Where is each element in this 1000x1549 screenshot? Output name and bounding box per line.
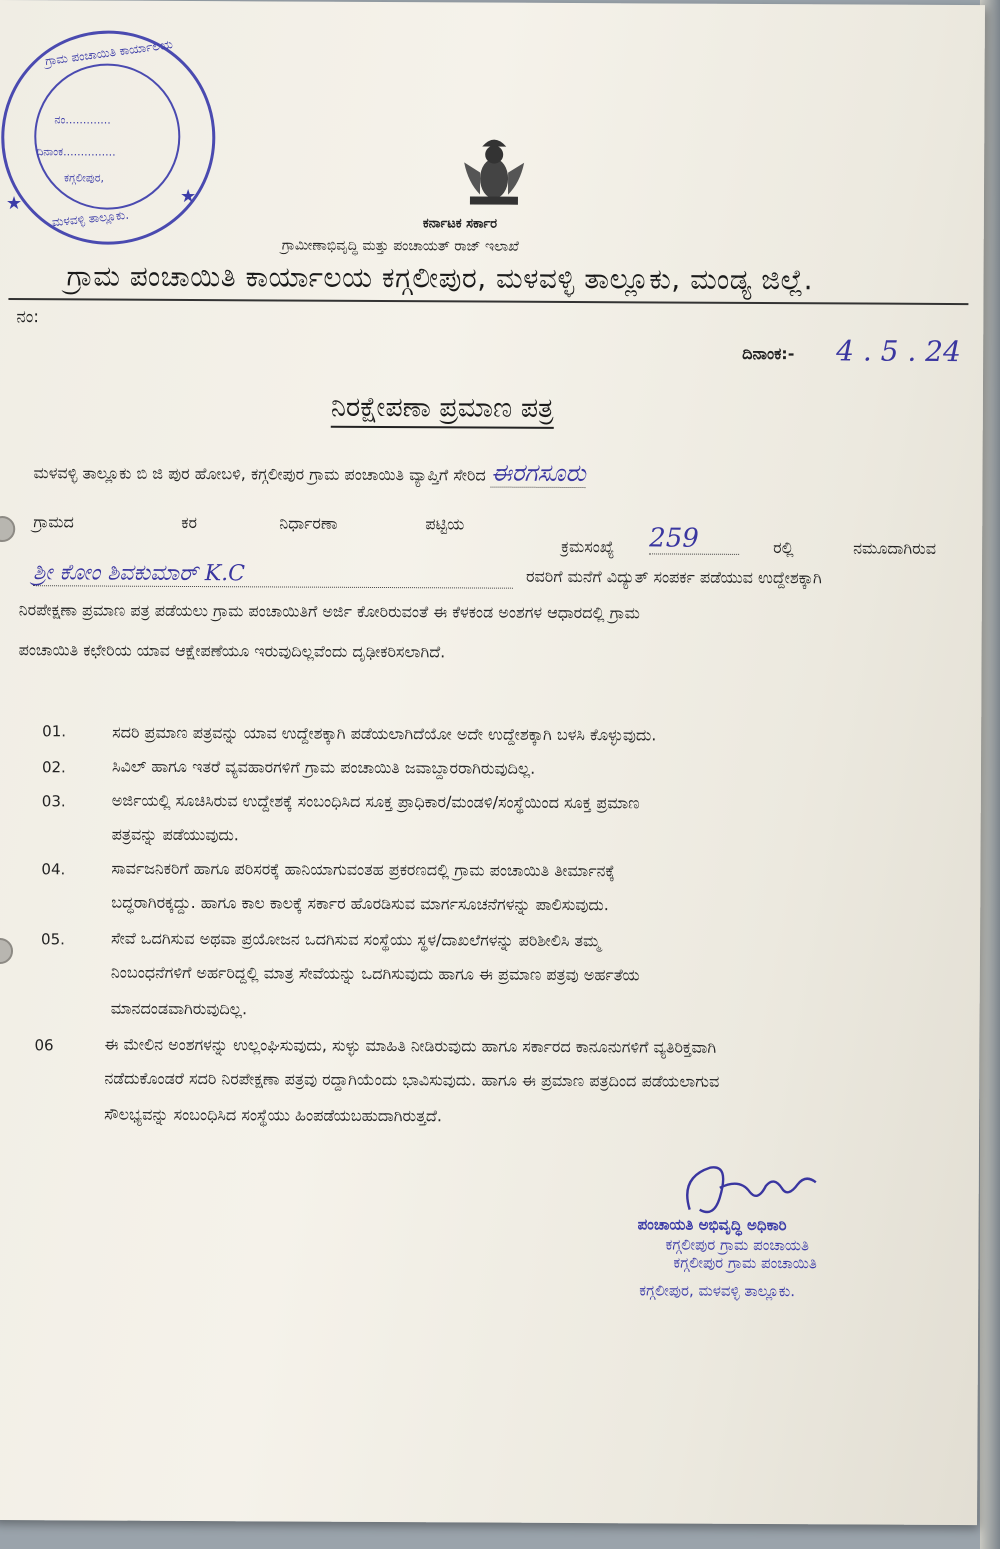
stamp-line: ಕಗ್ಗಲೀಪುರ ಗ್ರಾಮ ಪಂಚಾಯಿತಿ — [673, 1253, 817, 1273]
header-rule — [8, 298, 968, 305]
intro-word: ರಲ್ಲಿ — [773, 538, 794, 558]
state-emblem-icon — [454, 132, 534, 212]
item-text: ಈ ಮೇಲಿನ ಅಂಶಗಳನ್ನು ಉಲ್ಲಂಘಿಸುವುದು, ಸುಳ್ಳು ಮಾಹಿತಿ ನೀಡಿರುವುದು ಹಾಗೂ ಸರ್ಕಾರದ ಕಾನೂನುಗಳಿಗೆ ವ್ಯತಿರಿಕ್ತವಾಗಿ — [104, 1034, 717, 1057]
item-number: 01. — [42, 722, 67, 741]
seal-ring-bottom: ಮಳವಳ್ಳಿ ತಾಲ್ಲೂಕು. — [51, 207, 130, 230]
item-text: ಬದ್ಧರಾಗಿರಕ್ಕದ್ದು. ಹಾಗೂ ಕಾಲ ಕಾಲಕ್ಕೆ ಸರ್ಕಾರ ಹೊರಡಿಸುವ ಮಾರ್ಗಸೂಚನೆಗಳನ್ನು ಪಾಲಿಸುವುದು. — [111, 892, 609, 915]
item-text: ಸೇವೆ ಒದಗಿಸುವ ಅಥವಾ ಪ್ರಯೋಜನ ಒದಗಿಸುವ ಸಂಸ್ಥೆಯು ಸ್ಥಳ/ದಾಖಲೆಗಳನ್ನು ಪರಿಶೀಲಿಸಿ ತಮ್ಮ — [111, 928, 601, 951]
intro-word: ಪಟ್ಟಿಯ — [425, 514, 465, 534]
village-name-handwritten: ಈರಗಸೂರು — [490, 458, 586, 488]
item-text: ನಡೆದುಕೊಂಡರೆ ಸದರಿ ನಿರಪೇಕ್ಷಣಾ ಪತ್ರವು ರದ್ದಾಗಿಯೆಂದು ಭಾವಿಸುವುದು. ಹಾಗೂ ಈ ಪ್ರಮಾಣ ಪತ್ರದಿಂದ ಪಡೆಯಲಾಗುವ — [104, 1068, 720, 1091]
govt-name: ಕರ್ನಾಟಕ ಸರ್ಕಾರ — [422, 216, 498, 232]
seal-no-line: ನಂ............. — [54, 113, 111, 127]
signature-block — [633, 1153, 964, 1325]
item-text: ಪತ್ರವನ್ನು ಪಡೆಯುವುದು. — [111, 824, 239, 845]
intro-line-2 — [33, 512, 963, 558]
stamp-line: ಕಗ್ಗಲೀಪುರ ಗ್ರಾಮ ಪಂಚಾಯತಿ — [665, 1235, 809, 1255]
intro-word: ನಮೂದಾಗಿರುವ — [853, 538, 937, 558]
intro-line-4: ನಿರಪೇಕ್ಷಣಾ ಪ್ರಮಾಣ ಪತ್ರ ಪಡೆಯಲು ಗ್ರಾಮ ಪಂಚಾಯಿತಿಗೆ ಅರ್ಜಿ ಕೋರಿರುವಂತೆ ಈ ಕೆಳಕಂಡ ಅಂಶಗಳ ಆಧಾರದಲ್ಲಿ ಗ್ರಾಮ — [18, 600, 640, 623]
office-name: ಗ್ರಾಮ ಪಂಚಾಯಿತಿ ಕಾರ್ಯಾಲಯ ಕಗ್ಗಲೀಪುರ, ಮಳವಳ್ಳಿ ತಾಲ್ಲೂಕು, ಮಂಡ್ಯ ಜಿಲ್ಲೆ. — [66, 259, 814, 297]
number-label: ನಂ: — [16, 307, 40, 328]
item-number: 04. — [41, 860, 66, 879]
item-text: ಸೌಲಭ್ಯವನ್ನು ಸಂಬಂಧಿಸಿದ ಸಂಸ್ಥೆಯು ಹಿಂಪಡೆಯಬಹುದಾಗಿರುತ್ತದೆ. — [104, 1104, 443, 1126]
serial-number-handwritten: 259 — [649, 523, 739, 554]
item-text: ಸಿವಿಲ್ ಹಾಗೂ ಇತರೆ ವ್ಯವಹಾರಗಳಿಗೆ ಗ್ರಾಮ ಪಂಚಾಯಿತಿ ಜವಾಬ್ದಾರರಾಗಿರುವುದಿಲ್ಲ. — [111, 756, 536, 778]
intro-line-5: ಪಂಚಾಯಿತಿ ಕಛೇರಿಯ ಯಾವ ಆಕ್ಷೇಪಣೆಯೂ ಇರುವುದಿಲ್ಲವೆಂದು ದೃಢೀಕರಿಸಲಾಗಿದೆ. — [18, 640, 446, 662]
item-text: ಸದರಿ ಪ್ರಮಾಣ ಪತ್ರವನ್ನು ಯಾವ ಉದ್ದೇಶಕ್ಕಾಗಿ ಪಡೆಯಲಾಗಿದೆಯೋ ಅದೇ ಉದ್ದೇಶಕ್ಕಾಗಿ ಬಳಸಿ ಕೊಳ್ಳುವುದು. — [112, 722, 657, 745]
intro-line-3 — [33, 560, 822, 590]
seal-ring-top: ಗ್ರಾಮ ಪಂಚಾಯಿತಿ ಕಾರ್ಯಾಲಯ — [44, 37, 174, 69]
document-title: ನಿರಕ್ಷೇಪಣಾ ಪ್ರಮಾಣ ಪತ್ರ — [331, 392, 554, 429]
officer-designation: ಪಂಚಾಯತಿ ಅಭಿವೃದ್ಧಿ ಅಧಿಕಾರಿ — [637, 1215, 787, 1235]
item-text: ನಿಂಬಂಧನೆಗಳಿಗೆ ಅರ್ಹರಿದ್ದಲ್ಲಿ ಮಾತ್ರ ಸೇವೆಯನ್ನು ಒದಗಿಸುವುದು ಹಾಗೂ ಈ ಪ್ರಮಾಣ ಪತ್ರವು ಅರ್ಹತೆಯ — [110, 962, 640, 985]
punch-hole — [0, 938, 13, 964]
star-icon: ★ — [5, 193, 23, 215]
seal-place: ಕಗ್ಗಲೀಪುರ, — [64, 171, 105, 185]
item-number: 06 — [34, 1036, 54, 1055]
item-number: 03. — [41, 792, 66, 811]
seal-inner-ring — [34, 63, 181, 210]
office-seal — [1, 30, 216, 245]
item-text: ಮಾನದಂಡವಾಗಿರುವುದಿಲ್ಲ. — [110, 998, 248, 1019]
intro-text: ಮಳವಳ್ಳಿ ತಾಲ್ಲೂಕು ಬಿ ಜಿ ಪುರ ಹೋಬಳಿ, ಕಗ್ಗಲೀಪುರ ಗ್ರಾಮ ಪಂಚಾಯಿತಿ ವ್ಯಾಪ್ತಿಗೆ ಸೇರಿದ — [33, 463, 486, 485]
seal-date-line: ದಿನಾಂಕ............... — [36, 145, 116, 159]
intro-word: ಕ್ರಮಸಂಖ್ಯೆ — [561, 536, 615, 557]
date-label: ದಿನಾಂಕ:- — [742, 343, 795, 364]
punch-hole — [0, 516, 15, 542]
intro-word: ಕರ — [181, 512, 197, 533]
date-value: 4 . 5 . 24 — [836, 334, 961, 369]
intro-word: ಗ್ರಾಮದ — [33, 512, 74, 532]
item-number: 02. — [41, 758, 66, 777]
applicant-name-handwritten: ಶ್ರೀ ಕೋಂ ಶಿವಕುಮಾರ್ K.C — [33, 560, 513, 589]
star-icon: ★ — [179, 185, 197, 208]
stamp-address: ಕಗ್ಗಲೀಪುರ, ಮಳವಳ್ಳಿ ತಾಲ್ಲೂಕು. — [639, 1281, 796, 1301]
intro-word: ನಿರ್ಧಾರಣಾ — [279, 513, 338, 533]
intro-line-1 — [33, 456, 585, 487]
department-name: ಗ್ರಾಮೀಣಾಭಿವೃದ್ಧಿ ಮತ್ತು ಪಂಚಾಯತ್ ರಾಜ್ ಇಲಾಖೆ — [281, 237, 519, 255]
item-text: ಅರ್ಜಿಯಲ್ಲಿ ಸೂಚಿಸಿರುವ ಉದ್ದೇಶಕ್ಕೆ ಸಂಬಂಧಿಸಿದ ಸೂಕ್ತ ಪ್ರಾಧಿಕಾರ/ಮಂಡಳಿ/ಸಂಸ್ಥೆಯಿಂದ ಸೂಕ್ತ ಪ್ರಮಾಣ — [111, 790, 640, 813]
item-number: 05. — [41, 930, 65, 949]
item-text: ಸಾರ್ವಜನಿಕರಿಗೆ ಹಾಗೂ ಪರಿಸರಕ್ಕೆ ಹಾನಿಯಾಗುವಂತಹ ಪ್ರಕರಣದಲ್ಲಿ ಗ್ರಾಮ ಪಂಚಾಯಿತಿ ತೀರ್ಮಾನಕ್ಕೆ — [111, 858, 615, 881]
intro-text: ರವರಿಗೆ ಮನೆಗೆ ವಿದ್ಯುತ್ ಸಂಪರ್ಕ ಪಡೆಯುವ ಉದ್ದೇಶಕ್ಕಾಗಿ — [526, 566, 822, 588]
